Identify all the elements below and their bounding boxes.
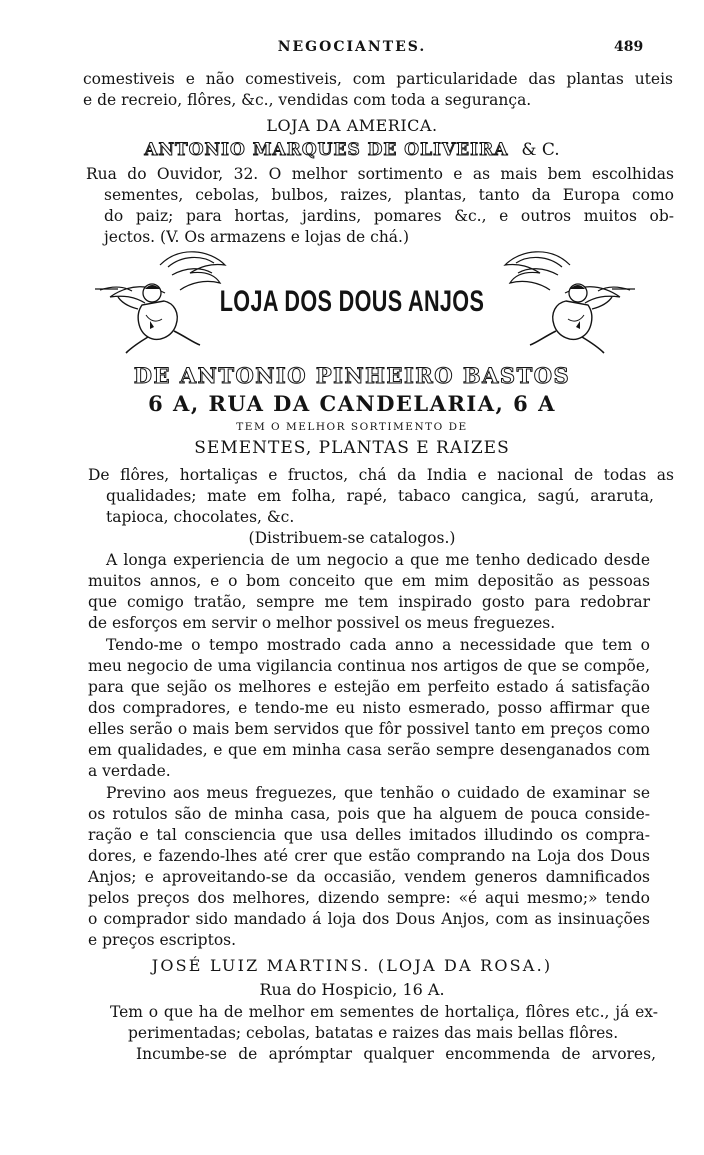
- intro-line: comestiveis e não comestiveis, com particularidade das plantas uteis: [83, 70, 673, 88]
- loja-america-line: jectos. (V. Os armazens e lojas de chá.): [104, 228, 410, 246]
- dous-anjos-proprietor: DE ANTONIO PINHEIRO BASTOS: [133, 363, 571, 388]
- paragraph-line: e preços escriptos.: [88, 931, 237, 949]
- paragraph-line: muitos annos, e o bom conceito que em mim depositão as pessoas: [88, 572, 650, 590]
- paragraph-line: ração e tal consciencia que usa delles imitados illudindo os compra-: [88, 826, 650, 844]
- intro-line: e de recreio, flôres, &c., vendidas com toda a segurança.: [83, 91, 532, 109]
- paragraph-line: a verdade.: [88, 762, 171, 780]
- product-line: tapioca, chocolates, &c.: [106, 508, 295, 526]
- paragraph-line: dores, e fazendo-lhes até crer que estão comprando na Loja dos Dous: [88, 847, 650, 865]
- paragraph-line: de esforços em servir o melhor possivel os meus freguezes.: [88, 614, 556, 632]
- loja-america-proprietor: ANTONIO MARQUES DE OLIVEIRA: [144, 140, 509, 160]
- paragraph-line: elles serão o mais bem servidos que fôr possivel tanto em preços como: [88, 720, 650, 738]
- catalog-note: (Distribuem-se catalogos.): [248, 529, 456, 547]
- paragraph-line: em qualidades, e que em minha casa serão sempre desenganados com: [88, 741, 650, 759]
- paragraph-line: meu negocio de uma vigilancia continua nos artigos de que se compõe,: [88, 657, 650, 675]
- paragraph-line: que comigo tratão, sempre me tem inspirado gosto para redobrar: [88, 593, 650, 611]
- running-header: NEGOCIANTES.: [277, 39, 427, 55]
- dous-anjos-subtitle: SEMENTES, PLANTAS E RAIZES: [194, 438, 510, 458]
- paragraph-line: os rotulos são de minha casa, pois que ha alguem de pouca conside-: [88, 805, 650, 823]
- loja-america-line: sementes, cebolas, bulbos, raizes, plantas, tanto da Europa como: [104, 186, 674, 204]
- loja-america-proprietor-line: [0, 141, 704, 160]
- paragraph-line: dos compradores, e tendo-me eu nisto esmerado, posso affirmar que: [88, 699, 650, 717]
- loja-rosa-line: Tem o que ha de melhor em sementes de hortaliça, flôres etc., já ex-: [110, 1003, 658, 1021]
- dous-anjos-title: LOJA DOS DOUS ANJOS: [219, 285, 485, 318]
- dous-anjos-address: 6 A, RUA DA CANDELARIA, 6 A: [148, 391, 556, 416]
- dous-anjos-tagline: TEM O MELHOR SORTIMENTO DE: [236, 421, 468, 433]
- loja-america-line: do paiz; para hortas, jardins, pomares &c., e outros muitos ob-: [104, 207, 674, 225]
- paragraph-line: pelos preços dos melhores, dizendo sempre: «é aqui mesmo;» tendo: [88, 889, 650, 907]
- loja-america-line: Rua do Ouvidor, 32. O melhor sortimento e as mais bem escolhidas: [86, 165, 674, 183]
- paragraph-line: A longa experiencia de um negocio a que me tenho dedicado desde: [106, 551, 650, 569]
- paragraph-line: para que sejão os melhores e estejão em perfeito estado á satisfação: [88, 678, 650, 696]
- loja-america-title: LOJA DA AMERICA.: [266, 116, 438, 135]
- loja-america-proprietor-suffix: & C.: [521, 140, 560, 160]
- product-line: qualidades; mate em folha, rapé, tabaco cangica, sagú, araruta,: [106, 487, 654, 505]
- loja-rosa-line: perimentadas; cebolas, batatas e raizes das mais bellas flôres.: [128, 1024, 619, 1042]
- page-number: 489: [614, 39, 644, 55]
- product-line: De flôres, hortaliças e fructos, chá da India e nacional de todas as: [88, 466, 674, 484]
- paragraph-line: Tendo-me o tempo mostrado cada anno a necessidade que tem o: [106, 636, 650, 654]
- loja-rosa-title: JOSÉ LUIZ MARTINS. (LOJA DA ROSA.): [151, 956, 553, 975]
- loja-rosa-line: Incumbe-se de aprómptar qualquer encommenda de arvores,: [136, 1045, 656, 1063]
- loja-rosa-address: Rua do Hospicio, 16 A.: [259, 980, 445, 999]
- paragraph-line: o comprador sido mandado á loja dos Dous Anjos, com as insinuações: [88, 910, 650, 928]
- paragraph-line: Previno aos meus freguezes, que tenhão o cuidado de examinar se: [106, 784, 650, 802]
- paragraph-line: Anjos; e aproveitando-se da occasião, vendem generos damnificados: [88, 868, 650, 886]
